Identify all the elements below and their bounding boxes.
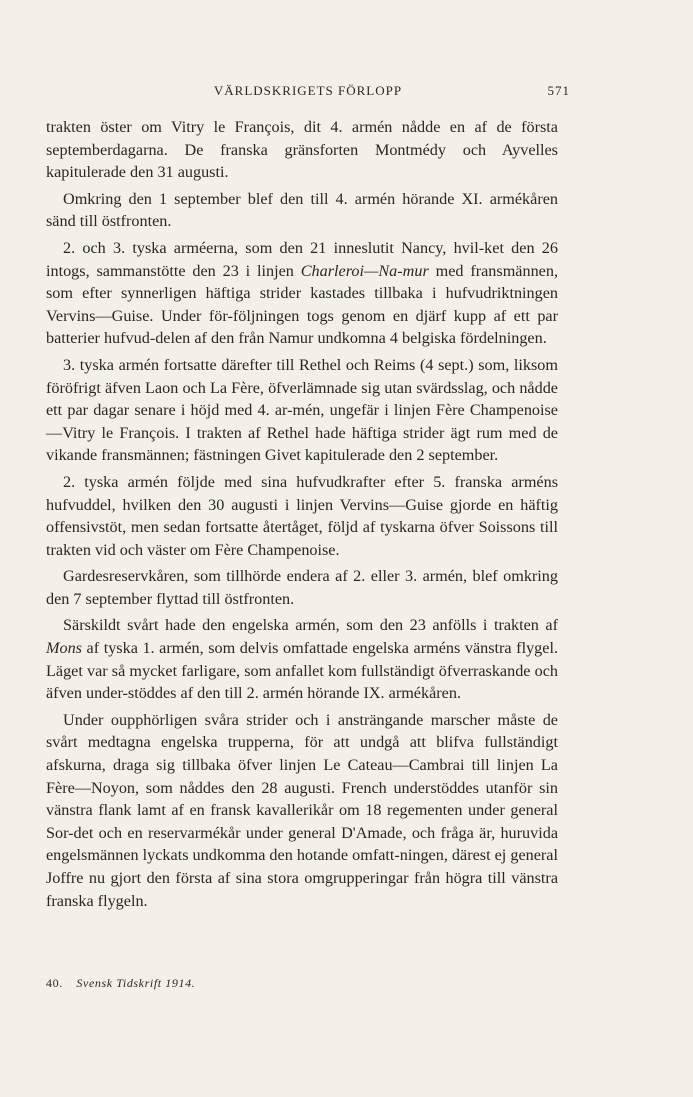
paragraph bbox=[46, 354, 558, 467]
paragraph bbox=[46, 116, 558, 184]
journal-name: Svensk Tidskrift 1914. bbox=[76, 976, 196, 990]
italic-place-name: Mons bbox=[46, 639, 82, 658]
paragraph bbox=[46, 565, 558, 610]
paragraph-text: Omkring den 1 september blef den till 4. armén hörande XI. armékåren sänd till östfronten. bbox=[46, 189, 558, 231]
paragraph-text: af tyska 1. armén, som delvis omfattade engelska arméns vänstra flygel. Läget var så mycket farligare, som anfallet kom fullständigt öfverraskande och äfven under-stöddes af den till 2. armén hörande IX. armékåren. bbox=[46, 639, 558, 703]
paragraph-text: Under oupphörligen svåra strider och i ansträngande marscher måste de svårt medtagna engelska trupperna, för att undgå att blifva fullständigt afskurna, draga sig tillbaka öfver linjen Le Cateau—Cambrai till linjen La Fère—Noyon, som nåddes den 28 augusti. French understöddes utanför sin vänstra flank lamt af en fransk kavallerikår om 18 regementen under general Sor-det och en reservarmékår under general D'Amade, och fråga är, huruvida engelsmännen lyckats undkomma den hotande omfatt-ningen, därest ej general Joffre nu gjort den första af sina stora omgrupperingar från högra till vänstra franska flygeln. bbox=[46, 710, 558, 910]
paragraph-text: med fransmännen, som efter synnerligen häftiga strider kastades tillbaka i hufvudriktningen Vervins—Guise. Under för-följningen togs genom en djärf kupp af ett par batterier hufvud-delen af den från Namur undkomna 4 belgiska fördelningen. bbox=[46, 261, 558, 348]
paragraph-text: Gardesreservkåren, som tillhörde endera af 2. eller 3. armén, blef omkring den 7 september flyttad till östfronten. bbox=[46, 567, 558, 608]
running-title: VÄRLDSKRIGETS FÖRLOPP bbox=[213, 83, 403, 98]
italic-place-name: Charleroi—Na-mur bbox=[300, 261, 429, 280]
paragraph-text: Särskildt svårt hade den engelska armén, som den 23 anfölls i trakten af bbox=[63, 616, 558, 635]
page-number: 571 bbox=[547, 83, 570, 98]
running-head bbox=[46, 83, 570, 103]
body-text bbox=[46, 116, 558, 912]
paragraph-text: 2. tyska armén följde med sina hufvudkrafter efter 5. franska arméns hufvuddel, hvilken den 30 augusti i linjen Vervins—Guise gjorde en häftig offensivstöt, men sedan fortsatte återtåget, följd af tyskarna öfver Soissons till trakten vid och väster om Fère Champenoise. bbox=[46, 472, 558, 559]
paragraph-text: 2. och 3. tyska arméerna, som den 21 inneslutit Nancy, hvil-ket den 26 intogs, sammanstötte den 23 i linjen bbox=[46, 238, 558, 280]
paragraph bbox=[46, 471, 558, 561]
paragraph bbox=[46, 614, 558, 704]
signature-number: 40. bbox=[46, 976, 63, 990]
paragraph-text: 3. tyska armén fortsatte därefter till Rethel och Reims (4 sept.) som, liksom föröfrigt äfven Laon och La Fère, öfverlämnade sig utan svärdsslag, och nådde ett par dagar senare i höjd med 4. ar-mén, ungefär i linjen Fère Champenoise—Vitry le François. I trakten af Rethel hade häftiga strider ägt rum med de vikande fransmännen; fästningen Givet kapitulerade den 2 september. bbox=[46, 355, 558, 465]
paragraph bbox=[46, 237, 558, 350]
paragraph-text: trakten öster om Vitry le François, dit 4. armén nådde en af de första septemberdagarna. De franska gränsforten Montmédy och Ayvelles kapitulerade den 31 augusti. bbox=[46, 118, 558, 182]
paragraph bbox=[46, 188, 558, 233]
printer-signature bbox=[46, 976, 195, 991]
paragraph bbox=[46, 709, 558, 912]
